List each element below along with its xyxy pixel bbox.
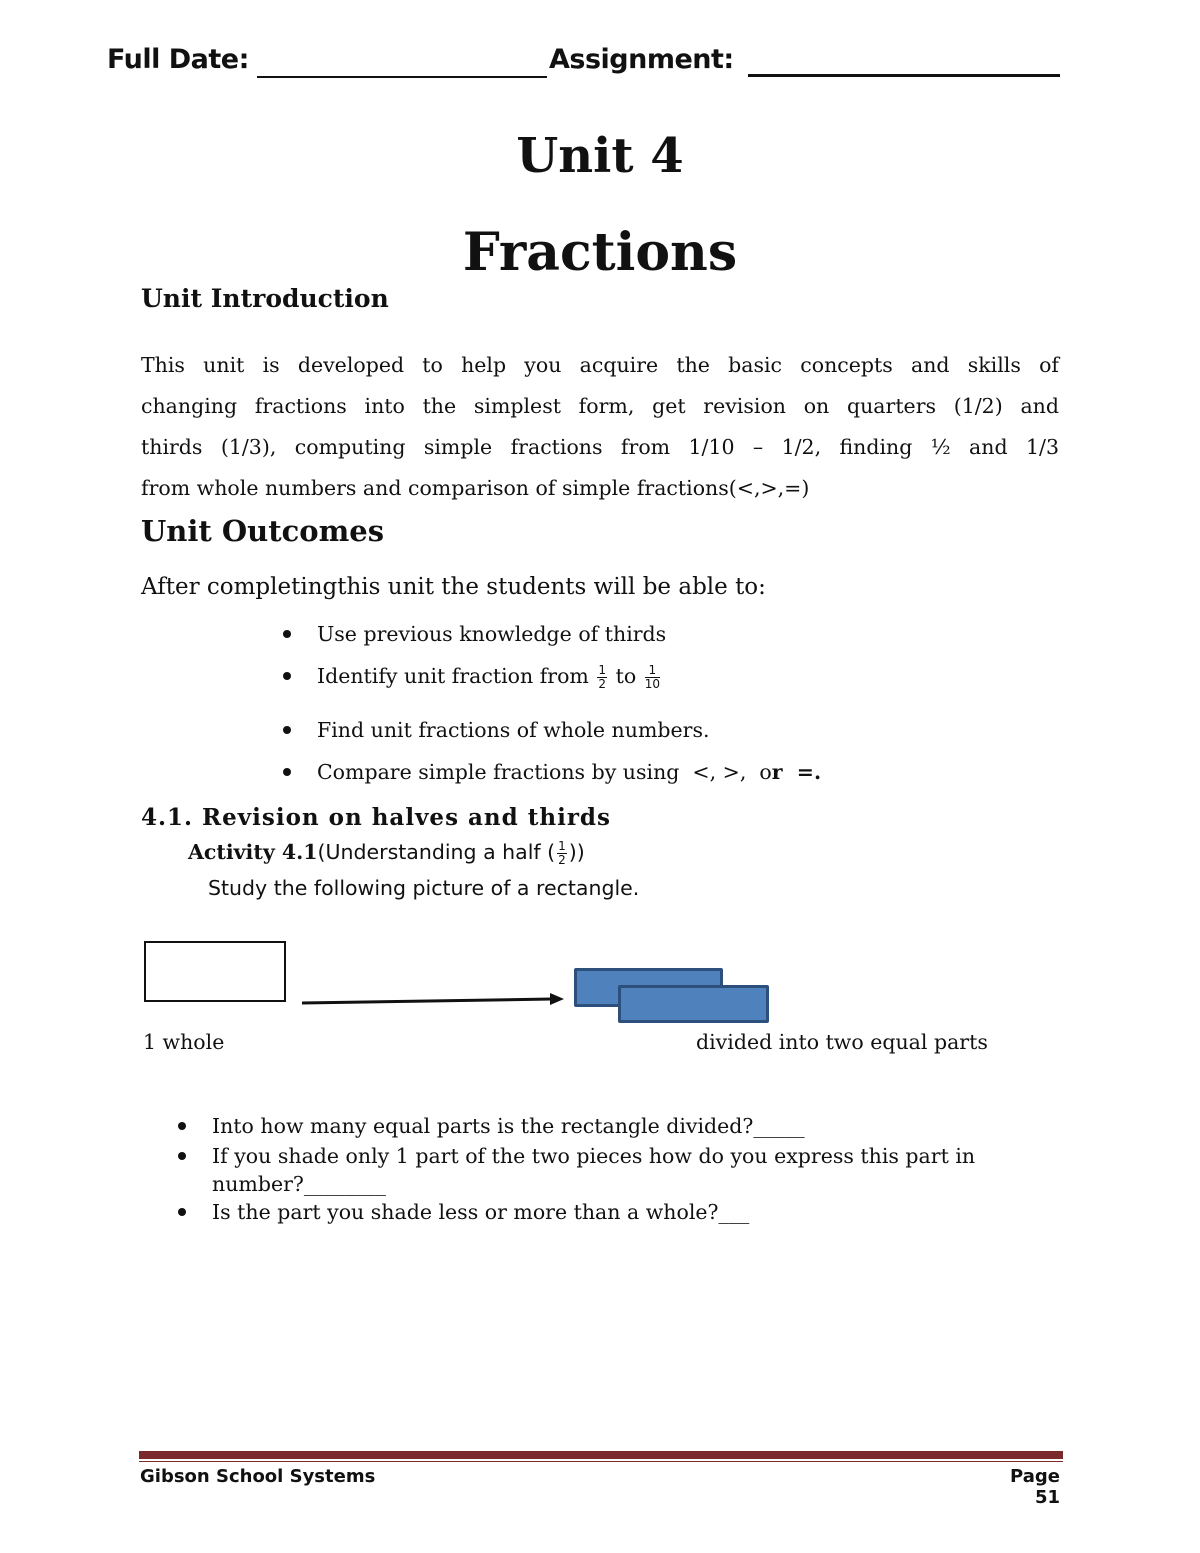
outcome-text: Find unit fractions of whole numbers. bbox=[317, 718, 710, 742]
date-label: Full Date: bbox=[107, 44, 249, 75]
bullet-icon bbox=[283, 630, 291, 638]
fraction-denominator: 10 bbox=[644, 677, 660, 691]
bullet-icon bbox=[283, 672, 291, 680]
footer-school: Gibson School Systems bbox=[140, 1466, 376, 1487]
footer-rule bbox=[139, 1461, 1063, 1462]
outcome-item bbox=[283, 718, 709, 742]
outcomes-heading: Unit Outcomes bbox=[141, 514, 385, 548]
intro-line: This unit is developed to help you acquire the basic concepts and skills of bbox=[141, 353, 1059, 377]
outcome-item bbox=[283, 760, 821, 784]
activity-text: )) bbox=[568, 840, 585, 864]
intro-line: changing fractions into the simplest form, get revision on quarters (1/2) and bbox=[141, 394, 1059, 418]
topic-title: Fractions bbox=[462, 222, 738, 283]
outcome-text: Compare simple fractions by using <, >, o bbox=[317, 760, 772, 784]
bullet-icon bbox=[178, 1208, 186, 1216]
question-text: Into how many equal parts is the rectangle divided?_____ bbox=[212, 1114, 805, 1138]
bullet-icon bbox=[283, 768, 291, 776]
whole-rectangle bbox=[144, 941, 286, 1002]
bullet-icon bbox=[283, 726, 291, 734]
question-item bbox=[212, 1142, 1062, 1198]
activity-text: (Understanding a half ( bbox=[317, 840, 556, 864]
intro-line: thirds (1/3), computing simple fractions from 1/10 – 1/2, finding ½ and 1/3 bbox=[141, 435, 1059, 459]
whole-label: 1 whole bbox=[143, 1030, 225, 1054]
half-rectangle-bottom bbox=[618, 985, 769, 1023]
section-heading: 4.1. Revision on halves and thirds bbox=[141, 804, 611, 831]
activity-label: Activity 4.1 bbox=[188, 840, 318, 864]
outcome-text: to bbox=[615, 664, 637, 688]
fraction-denominator: 2 bbox=[598, 677, 607, 691]
question-text: If you shade only 1 part of the two pieces how do you express this part in bbox=[212, 1144, 976, 1168]
assignment-label: Assignment: bbox=[549, 44, 734, 75]
bullet-icon bbox=[178, 1152, 186, 1160]
page-number: Page 51 bbox=[1010, 1466, 1060, 1508]
fraction-tenth bbox=[645, 664, 660, 691]
fraction-numerator: 1 bbox=[598, 663, 607, 677]
question-text: number?________ bbox=[212, 1172, 386, 1196]
intro-heading: Unit Introduction bbox=[141, 284, 389, 313]
question-item bbox=[212, 1198, 1062, 1226]
assignment-blank-line bbox=[748, 74, 1060, 77]
date-blank-line bbox=[257, 76, 547, 78]
fraction-numerator: 1 bbox=[558, 839, 566, 853]
divided-label: divided into two equal parts bbox=[696, 1030, 988, 1054]
outcome-item bbox=[283, 622, 666, 646]
outcome-text: Identify unit fraction from bbox=[317, 664, 589, 688]
fraction-half bbox=[557, 840, 567, 867]
footer-bar bbox=[139, 1451, 1063, 1459]
fraction-half bbox=[597, 664, 607, 691]
fraction-denominator: 2 bbox=[558, 853, 566, 867]
outcomes-lead: After completingthis unit the students will be able to: bbox=[141, 574, 766, 600]
bullet-icon bbox=[178, 1122, 186, 1130]
fraction-numerator: 1 bbox=[645, 664, 660, 678]
outcome-item bbox=[283, 664, 662, 691]
study-instruction: Study the following picture of a rectangle. bbox=[208, 876, 640, 900]
outcome-text: Use previous knowledge of thirds bbox=[317, 622, 667, 646]
outcome-text-bold: r bbox=[771, 760, 783, 784]
intro-paragraph bbox=[141, 345, 1059, 509]
arrow-icon bbox=[300, 990, 570, 1010]
question-item bbox=[212, 1112, 1062, 1140]
intro-line: from whole numbers and comparison of simple fractions(<,>,=) bbox=[141, 476, 810, 500]
activity-line bbox=[188, 840, 585, 867]
question-text: Is the part you shade less or more than a whole?___ bbox=[212, 1200, 750, 1224]
outcome-text-bold: =. bbox=[782, 760, 822, 784]
unit-title: Unit 4 bbox=[516, 128, 684, 184]
